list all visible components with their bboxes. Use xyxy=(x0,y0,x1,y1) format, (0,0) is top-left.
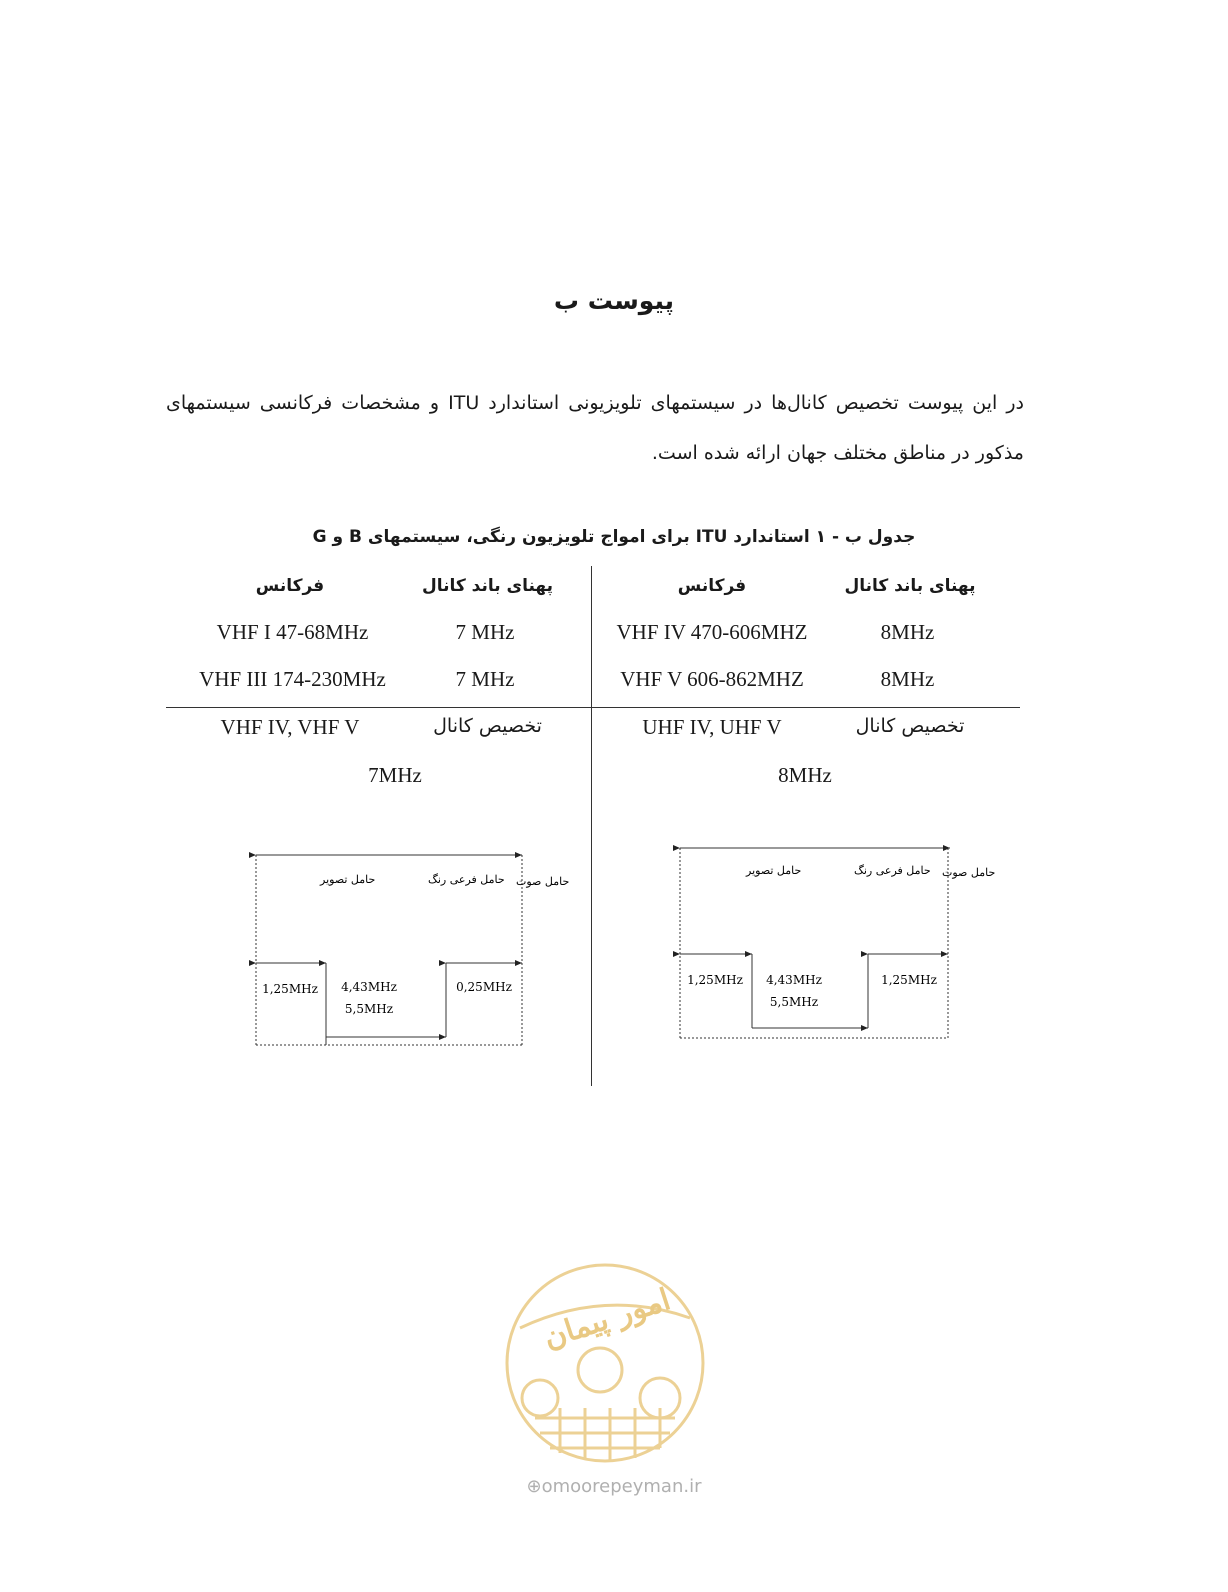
alloc-value-left: VHF IV, VHF V xyxy=(220,715,360,739)
alloc-label-right: تخصیص کانال xyxy=(855,715,965,737)
table-cell: VHF I 47-68MHz xyxy=(216,620,369,644)
table-cell: 8MHz xyxy=(880,667,935,691)
value-sound: 0,25MHz xyxy=(456,980,512,994)
table-cell: 8MHz xyxy=(880,620,935,644)
diagram-bandwidth-left: 7MHz xyxy=(368,763,422,787)
diagram-bandwidth-right: 8MHz xyxy=(778,763,832,787)
spectrum-diagram-right xyxy=(672,838,996,1048)
watermark-logo xyxy=(500,1258,710,1468)
table-cell: VHF III 174-230MHz xyxy=(199,667,386,691)
table-caption: جدول ب - ۱ استاندارد ITU برای امواج تلویزیون رنگی، سیستمهای B و G xyxy=(312,527,916,547)
header-frequency-right: فرکانس xyxy=(677,576,747,596)
label-sound-carrier: حامل صوت xyxy=(516,875,570,888)
globe-icon: ⊕ xyxy=(526,1476,542,1497)
intro-paragraph: در این پیوست تخصیص کانال‌ها در سیستمهای تلویزیونی استاندارد ITU و مشخصات فرکانسی سیستمهای مذکور در مناطق مختلف جهان ارائه شده است. xyxy=(166,392,1024,464)
table-divider-vertical xyxy=(591,566,592,1086)
table-divider-horizontal xyxy=(166,707,1020,708)
table-cell: VHF V 606-862MHZ xyxy=(620,667,804,691)
value-color-1: 4,43MHz xyxy=(341,980,397,994)
value-color-1: 4,43MHz xyxy=(766,973,822,987)
value-color-2: 5,5MHz xyxy=(344,1002,394,1016)
table-cell: 7 MHz xyxy=(455,620,515,644)
table-cell: VHF IV 470-606MHZ xyxy=(616,620,808,644)
value-video: 1,25MHz xyxy=(262,982,318,996)
label-video-carrier: حامل تصویر xyxy=(320,873,376,886)
label-video-carrier: حامل تصویر xyxy=(746,864,802,877)
header-bandwidth-right: پهنای باند کانال xyxy=(844,576,976,596)
value-color-2: 5,5MHz xyxy=(769,995,819,1009)
header-frequency-left: فرکانس xyxy=(255,576,325,596)
alloc-label-left: تخصیص کانال xyxy=(433,715,542,737)
watermark-logo-text: امور پیمان xyxy=(539,1282,675,1356)
watermark-url: ⊕omoorepeyman.ir xyxy=(526,1476,702,1497)
label-color-subcarrier: حامل فرعی رنگ xyxy=(854,864,931,877)
spectrum-diagram-left xyxy=(250,845,570,1055)
value-sound: 1,25MHz xyxy=(881,973,937,987)
alloc-value-right: UHF IV, UHF V xyxy=(642,715,782,739)
value-video: 1,25MHz xyxy=(687,973,743,987)
page-title: پیوست ب xyxy=(553,286,675,315)
table-cell: 7 MHz xyxy=(455,667,515,691)
label-sound-carrier: حامل صوت xyxy=(942,866,996,879)
header-bandwidth-left: پهنای باند کانال xyxy=(421,576,554,596)
label-color-subcarrier: حامل فرعی رنگ xyxy=(428,873,505,886)
